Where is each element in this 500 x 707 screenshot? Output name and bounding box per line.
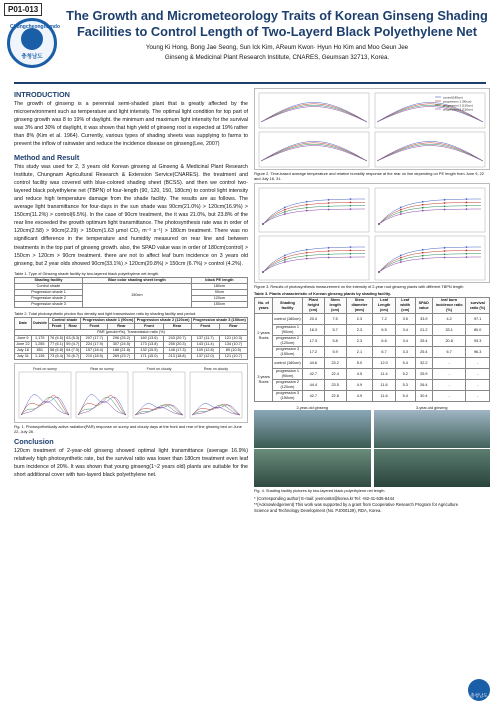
- fig1-panel-label: Rear on sunny: [90, 366, 114, 371]
- table3-cell: 3.3: [395, 347, 415, 358]
- right-column: [254, 88, 490, 513]
- table-row: [255, 325, 490, 336]
- table2-subheader: Rear: [219, 323, 247, 329]
- table2-cell: 73 (6.4): [50, 353, 64, 358]
- table-row: [255, 369, 490, 380]
- table3-cell: 32.2: [415, 358, 432, 369]
- fig1-panel-label: Front on sunny: [33, 366, 57, 371]
- table2-caption: Table 2. Total photosynthetic photon flux density and light transmission ratio by shading facility and period.: [14, 310, 197, 316]
- table2-cell: 63 (5.3): [66, 335, 80, 340]
- table3-cell: 25.4: [415, 336, 432, 347]
- table3-header: SPAD value: [415, 298, 432, 314]
- table3-cell: 42.7: [302, 391, 324, 402]
- table3-cell: 11.4: [373, 369, 396, 380]
- table3-cell: 20.4: [302, 314, 324, 325]
- table2: [14, 317, 248, 360]
- table3-cell: progression 1 (90cm): [273, 325, 303, 336]
- table3-cell: 44.4: [302, 380, 324, 391]
- table3-cell: 7.2: [373, 314, 396, 325]
- fig2-legend-label: progression 1 (90cm): [443, 99, 472, 104]
- table2-cell: June 9: [15, 335, 32, 341]
- table3-year-cell: 2 years Roots: [255, 314, 273, 358]
- table2-cell: 171 (15.0): [135, 353, 163, 359]
- table3-cell: 6.6: [373, 336, 396, 347]
- table2-header: Control shade: [48, 317, 80, 323]
- table3-header: Stem length (cm): [324, 298, 346, 314]
- table3-cell: 3.5: [395, 314, 415, 325]
- table3-cell: 5.9: [324, 347, 346, 358]
- table1: [14, 277, 248, 308]
- table3-cell: 5.8: [324, 336, 346, 347]
- table3: [254, 297, 490, 402]
- table2-cell: 243 (20.7): [163, 335, 191, 341]
- fig2-legend-label: progression 2 (120cm): [443, 103, 474, 108]
- table3-cell: 2.1: [346, 347, 373, 358]
- table1-cell: Progression shade 1: [15, 289, 83, 295]
- fig2-legend-label: progression 3 (150cm): [443, 107, 474, 112]
- table3-cell: 7.5: [324, 314, 346, 325]
- table3-year-cell: 3 years Roots: [255, 358, 273, 402]
- table2-cell: 137 (11.7): [191, 335, 219, 341]
- ginseng-photo: [374, 449, 491, 487]
- table3-cell: 4.9: [346, 391, 373, 402]
- table3-cell: -: [432, 358, 465, 369]
- table3-cell: 5.7: [324, 325, 346, 336]
- fig1-panel-frame: [133, 372, 185, 418]
- table-row: [255, 347, 490, 358]
- table2-header: Progression shade 1 (90cm): [82, 317, 134, 322]
- table3-cell: 17.2: [302, 347, 324, 358]
- table3-cell: 17.3: [302, 336, 324, 347]
- table2-cell: 173 (13.8): [135, 341, 163, 347]
- method-text: This study was used for 2, 3 years old Korean ginseng at Ginseng & Medicinal Plant Research Institute, Chungnam Agricultural Research & Extension Service(CNARES). the treatment and control facility was covered with blue-colored shading sheet (BCSS). and then we control two-layered black polyethylene net (TBPN) of four-length (90, 120, 150, 180cm) to control light intensity and reduce high temperature damage from the shade facility. The results are as follows. The average light transmittance for four-days in the sun shade was 90cm(21.0%) > 120cm(16.9%) > 150cm(11.2%) > control(6.5%). In the case of 90cm treatment, the it was 21.0%, but 23.8% of the rear line exceeded the growth optimum light transmittance. The photosynthesis rate was in order of 120cm(2.58) > 90cm(2.29) > 150cm(1.63 μmol CO₂ m⁻² s⁻¹) > 180cm treatment. There was no significant difference in the temperature and humidity measured on rear line and between treatments in the top part of ginseng growth. also, the SPAD value was in order of 180cm(control) > 150cm > 120cm > 90cm treatment. there are not to affect leaf burn incidence on 3 years old ginseng, but 2 year olds showed 90cm(33.1%) > 120cm(20.8%) > 150cm (6.7%) > control (4.2%).: [14, 163, 248, 267]
- table2-cell: 58 (6.8): [50, 347, 64, 352]
- ginseng-photo: [254, 449, 371, 487]
- table2-header: Progression shade 3 (150cm): [192, 317, 246, 322]
- table3-header: Stem diameter (mm): [346, 298, 373, 314]
- table3-cell: 6.5: [373, 325, 396, 336]
- fig2-panel-frame: [259, 93, 369, 128]
- contact-line: * (Corresponding author) E-mail: jeemoo84@korea.kr Tel: +82-41-635-6444: [254, 496, 395, 501]
- fig2-panel-frame: [375, 132, 485, 167]
- table2-cell: 148 (17.3): [163, 347, 191, 353]
- table3-cell: 16.3: [302, 325, 324, 336]
- table3-header: leaf burn incidence ratio (%): [432, 298, 465, 314]
- table2-cell: 76 (6.5): [50, 335, 64, 340]
- table1-header: Shading facility: [15, 277, 83, 283]
- table-row: [255, 358, 490, 369]
- table3-cell: 2.3: [346, 314, 373, 325]
- table3-cell: 25.9: [415, 369, 432, 380]
- table2-subheader: Rear: [65, 323, 81, 329]
- table2-cell: 186 (21.8): [108, 347, 135, 353]
- table2-subheader: Front: [81, 323, 108, 329]
- table3-cell: 6.7: [373, 347, 396, 358]
- fig2-svg: [255, 89, 491, 171]
- province-seal-icon: [468, 679, 490, 701]
- fig1-panel-frame: [190, 372, 242, 418]
- ginseng-photo: [254, 410, 371, 448]
- table1-cell: Control shade: [15, 283, 83, 289]
- table3-cell: 3.4: [395, 325, 415, 336]
- table3-cell: 5.4: [395, 391, 415, 402]
- ginseng-photo: [374, 410, 491, 448]
- table3-cell: 26.4: [415, 380, 432, 391]
- table2-subheader: Rear: [108, 323, 135, 329]
- table3-cell: 20.8: [432, 336, 465, 347]
- fig1-caption: Fig. 1. Photosynthetically active radiation(PAR) response on sunny and cloudy days at the front and rear of line ginseng bed on June 22, July 28.: [14, 423, 242, 434]
- table2-cell: June 22: [16, 341, 30, 346]
- table2-cell: 157 (18.4): [81, 347, 108, 353]
- table1-cell: Progression shade 2: [15, 295, 83, 301]
- table2-cell: 121 (10.3): [219, 335, 247, 341]
- table2-cell: 1,136: [31, 353, 48, 359]
- table3-cell: 23.5: [324, 380, 346, 391]
- table2-cell: 109 (12.8): [191, 347, 219, 353]
- table-row: [255, 314, 490, 325]
- acknowledgement: **(Acknowledgement) This work was supported by a grant from Cooperative Research Program for Agriculture Science and Technology Development (No. PJ000129), RDA, Korea.: [254, 501, 459, 513]
- table2-header: Date: [15, 317, 32, 329]
- table3-cell: 22.4: [324, 369, 346, 380]
- fig1-svg: [15, 364, 249, 424]
- contact-info: [254, 496, 460, 513]
- table3-cell: 93.3: [466, 336, 490, 347]
- table3-cell: -: [466, 369, 490, 380]
- table2-cell: 224 (17.9): [81, 341, 108, 347]
- table3-header: Leaf width (cm): [395, 298, 415, 314]
- table2-cell: 64 (7.5): [66, 347, 80, 352]
- table1-header: Blue color shading sheet length: [82, 277, 191, 283]
- authors: Young Ki Hong, Bong Jae Seong, Sun Ick Kim, AReum Kwon· Hyun Ho Kim and Moo Geun Jee: [145, 44, 409, 51]
- table3-header: Plant height (cm): [302, 298, 324, 314]
- table3-cell: 2.3: [346, 336, 373, 347]
- table3-cell: -: [432, 369, 465, 380]
- table2-subheader: Front: [48, 323, 64, 329]
- table2-header: Outside: [31, 317, 48, 329]
- table2-cell: 255 (20.3): [163, 341, 191, 347]
- table-row: [255, 391, 490, 402]
- table3-cell: 4.5: [346, 369, 373, 380]
- table3-cell: 25.4: [415, 347, 432, 358]
- table-row: [255, 336, 490, 347]
- logo-label: 충청남도: [21, 54, 43, 60]
- fig3-svg: [255, 184, 491, 284]
- table3-cell: progression 3 (150cm): [273, 347, 303, 358]
- table1-cell: 150cm: [191, 301, 247, 307]
- fig4-photos: [254, 406, 490, 487]
- table3-cell: 44.6: [302, 358, 324, 369]
- intro-text: The growth of ginseng is a perennial semi-shaded plant that is greatly affected by the microenvironment such as temperature and light intensity. The optimal light condition for top part of ginseng growth was 8 to 19% of daylight. the minimum and maximum light intensity for the survival was 3% and 30% of daylight, it was shown that high yield of ginseng root is expected at 19% rather than 8% (Kim et al. 1964). Currently, various types of shading sheets was supplying to farms to prevent the inflow of rainwater and reduce the incidence disease on ginseng(Lee, 2007): [14, 101, 248, 148]
- table3-cell: 96.3: [466, 347, 490, 358]
- table3-cell: progression 2 (120cm): [273, 380, 303, 391]
- poster-id: P01-013: [4, 3, 42, 16]
- table2-cell: 269 (23.7): [108, 353, 135, 359]
- table3-cell: 30.4: [415, 391, 432, 402]
- table3-cell: -: [466, 358, 490, 369]
- header-divider: [14, 82, 486, 84]
- table3-cell: progression 3 (150cm): [273, 391, 303, 402]
- table2-cell: 59 (4.7): [66, 341, 80, 346]
- table3-header: Leaf Length (cm): [373, 298, 396, 314]
- table2-cell: 89 (10.5): [219, 347, 247, 353]
- photo-panel-2yr: [254, 406, 371, 487]
- table2-subheader: Rear: [163, 323, 191, 329]
- fig2-panel-frame: [259, 132, 369, 167]
- photo-label: 2-year-old ginseng: [296, 406, 328, 410]
- table3-cell: 80.0: [466, 325, 490, 336]
- conclusion-text: 120cm treatment of 2-year-old ginseng showed optimal light transmittance (average 16.9%) relatively high photosynthetic rate, but the survival ratio was lower than 180cm treatment even leaf burn incidence of 20%. It was shown that young ginseng(1~2 years old) plants are suitable for the short additional cover with two-layerd black polyethylene net.: [14, 447, 248, 479]
- fig1-panel-label: Rear on cloudy: [203, 366, 229, 371]
- table3-cell: -: [466, 391, 490, 402]
- table2-cell: 137 (12.0): [191, 353, 219, 359]
- table1-cell: Progression shade 3: [15, 301, 83, 307]
- fig2-charts: [254, 88, 490, 170]
- table3-caption: Table 3. Plants characteristic of Korean ginseng plants by shading facility.: [254, 291, 391, 296]
- table3-cell: 33.1: [432, 325, 465, 336]
- table1-cell: 90cm: [191, 289, 247, 295]
- table3-cell: 21.2: [415, 325, 432, 336]
- intro-heading: INTRODUCTION: [14, 90, 70, 99]
- poster-title: The Growth and Micrometeorology Traits of Korean Ginseng Shading Facilities to Control Length of Two-Layerd Black Polyethylene Net: [66, 8, 488, 39]
- table1-header: black PE length: [191, 277, 247, 283]
- table2-cell: 143 (11.4): [191, 341, 219, 347]
- table2-cell: 1,175: [31, 335, 48, 341]
- table3-cell: 5.2: [395, 369, 415, 380]
- table3-cell: 11.6: [373, 391, 396, 402]
- table2-cell: 121 (10.7): [219, 353, 247, 359]
- table3-cell: 4.2: [432, 314, 465, 325]
- table2-cell: 160 (13.6): [135, 335, 163, 341]
- method-heading: Method and Result: [14, 152, 80, 162]
- table3-cell: 22.8: [324, 391, 346, 402]
- table2-header: Progression shade 2 (120cm): [136, 317, 190, 322]
- table2-cell: July 31: [15, 353, 32, 359]
- table2-subheader: Front: [135, 323, 163, 329]
- table3-cell: 11.6: [373, 380, 396, 391]
- table2-cell: 207 (17.7): [81, 335, 108, 341]
- fig2-legend-label: control(180cm): [443, 95, 464, 100]
- table2-cell: 77 (6.1): [50, 341, 64, 346]
- emblem-icon: [21, 28, 43, 50]
- table3-cell: 2.3: [346, 325, 373, 336]
- table3-cell: progression 1 (90cm): [273, 369, 303, 380]
- table3-cell: 33.9: [415, 314, 432, 325]
- table2-cell: 1,255: [31, 341, 48, 347]
- fig4-caption: Fig. 4. Shading facility pictures by two-layered black polyethylene net length.: [254, 488, 386, 493]
- seal-label: 충청남도: [470, 693, 488, 698]
- table1-caption: Table 1. Type of Ginseng shade facility by two-layered black polyethylene net length.: [14, 270, 160, 276]
- table2-cell: 210 (18.5): [81, 353, 108, 359]
- table3-cell: -: [466, 380, 490, 391]
- photo-label: 3-year-old ginseng: [416, 406, 448, 410]
- table3-cell: -: [432, 380, 465, 391]
- table1-cell: 150cm: [82, 283, 191, 307]
- table3-cell: 12.0: [373, 358, 396, 369]
- table3-cell: progression 2 (120cm): [273, 336, 303, 347]
- table3-cell: 5.4: [395, 358, 415, 369]
- table-row: [255, 380, 490, 391]
- table2-cell: July 18: [15, 347, 32, 353]
- institute-logo: [7, 18, 60, 68]
- table2-cell: 132 (15.5): [135, 347, 163, 353]
- table2-cell: 134 (10.7): [219, 341, 247, 347]
- table-row: [15, 353, 248, 359]
- table3-cell: 5.3: [395, 380, 415, 391]
- table3-cell: 42.7: [302, 369, 324, 380]
- table1-cell: 180cm: [191, 283, 247, 289]
- table3-cell: 3.4: [395, 336, 415, 347]
- fig3-charts: [254, 183, 490, 283]
- table3-cell: 4.9: [346, 380, 373, 391]
- fig2-caption: Figure 2. Time-based average temperature and relative humidity response at the rear on line depending on PE length from June 9, 22 and July 18, 31.: [254, 171, 484, 181]
- table3-header: survival ratio (%): [466, 298, 490, 314]
- table3-cell: 6.7: [432, 347, 465, 358]
- fig3-caption: Figure 3. Results of photosynthesis measurement on the intensity of 2-year root ginseng plants with different TBPN length: [254, 284, 464, 289]
- fig1-panel-label: Front on cloudy: [146, 366, 172, 371]
- table2-cell: 296 (25.2): [108, 335, 135, 341]
- table3-cell: 5.0: [346, 358, 373, 369]
- table2-subheader: Front: [191, 323, 219, 329]
- table3-header: No. of years: [255, 298, 273, 314]
- conclusion-heading: Conclusion: [14, 436, 54, 446]
- table3-cell: control (180cm): [273, 358, 303, 369]
- table3-cell: 23.2: [324, 358, 346, 369]
- table1-cell: 120cm: [191, 295, 247, 301]
- affiliation: Ginseng & Medicinal Plant Research Institute, CNARES, Geumsan 32713, Korea.: [164, 54, 390, 61]
- table3-cell: control (180cm): [273, 314, 303, 325]
- table2-cell: 76 (6.7): [66, 353, 80, 358]
- table3-cell: 97.1: [466, 314, 490, 325]
- table2-cell: 307 (24.5): [108, 341, 135, 347]
- fig1-charts: [14, 363, 248, 423]
- left-column: [14, 88, 248, 479]
- table3-cell: -: [432, 391, 465, 402]
- table2-unit-row: PAR (μmol/m²/s), Transmission ratio (%): [15, 329, 248, 335]
- table3-header: Shading facility: [273, 298, 303, 314]
- table2-cell: 213 (18.8): [163, 353, 191, 359]
- photo-panel-3yr: [374, 406, 491, 487]
- logo-ring-text: Chungcheongnamdo: [10, 24, 60, 30]
- table2-cell: 851: [31, 347, 48, 353]
